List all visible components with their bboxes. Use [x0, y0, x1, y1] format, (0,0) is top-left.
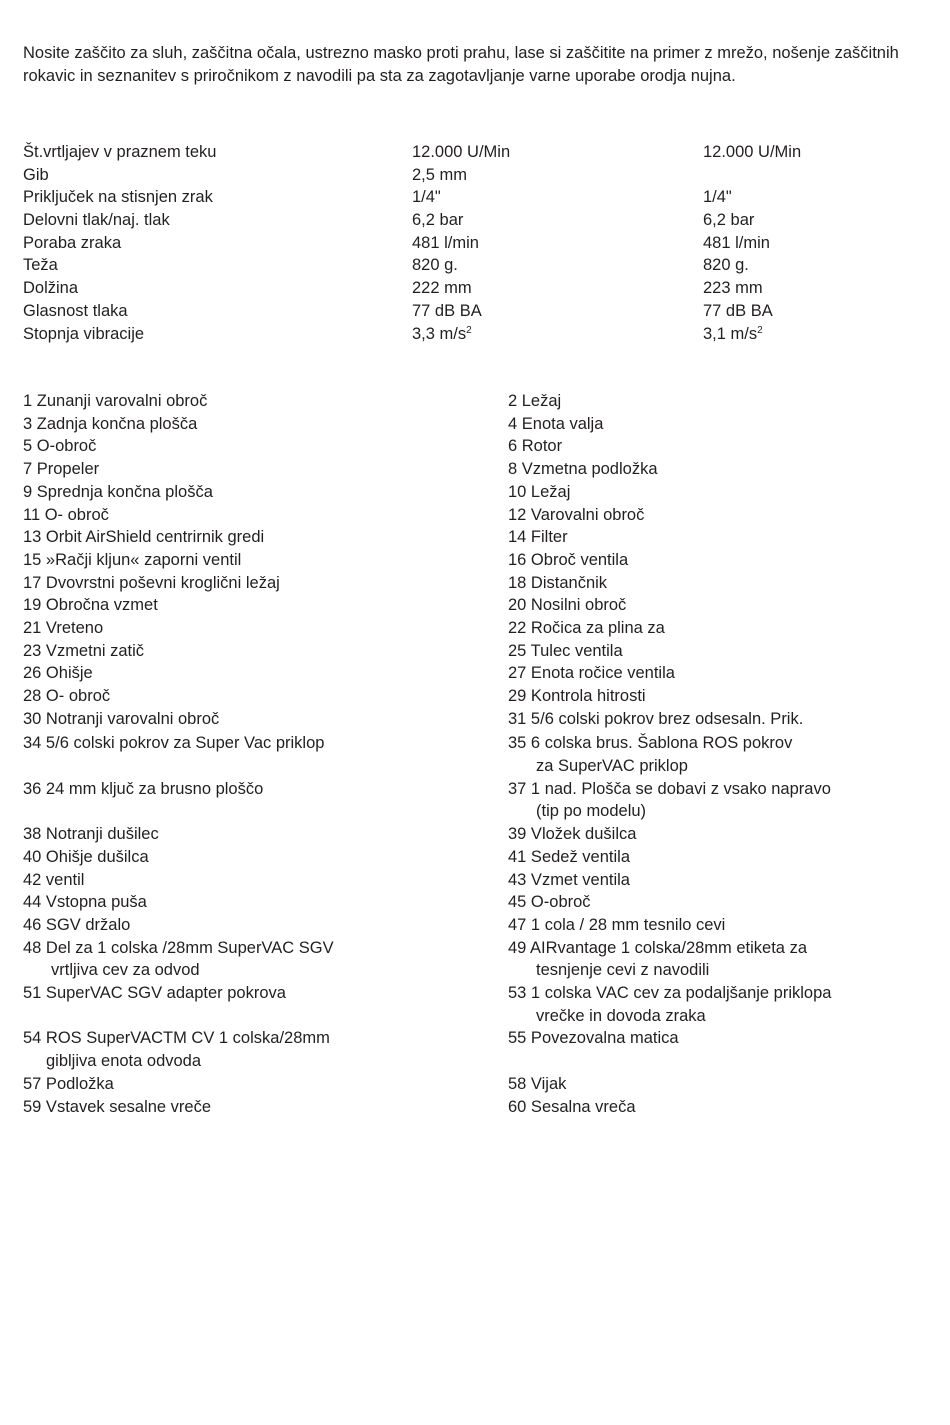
part-item: 28 O- obroč	[23, 687, 111, 706]
part-item: 21 Vreteno	[23, 619, 104, 638]
spec-value-1: 12.000 U/Min	[412, 143, 511, 161]
spec-row	[23, 254, 933, 277]
part-item: 23 Vzmetni zatič	[23, 641, 145, 660]
part-item: 19 Obročna vzmet	[23, 596, 158, 615]
parts-row	[23, 572, 933, 595]
part-item: 30 Notranji varovalni obroč	[23, 709, 220, 728]
parts-row	[23, 1027, 933, 1072]
spec-label: Poraba zraka	[23, 233, 122, 252]
part-item: 55 Povezovalna matica	[508, 1029, 679, 1048]
spec-row	[23, 323, 933, 346]
spec-value-2: 820 g.	[703, 256, 749, 275]
parts-row	[23, 1096, 933, 1119]
part-item: 18 Distančnik	[508, 573, 608, 592]
part-item-continued: (tip po modelu)	[536, 802, 647, 821]
parts-row	[23, 869, 933, 892]
part-item: 17 Dvovrstni poševni kroglični ležaj	[23, 573, 280, 592]
parts-row	[23, 891, 933, 914]
part-item: 31 5/6 colski pokrov brez odsesaln. Prik.	[508, 709, 804, 728]
parts-row	[23, 481, 933, 504]
parts-row	[23, 526, 933, 549]
part-item: 37 1 nad. Plošča se dobavi z vsako napravo	[508, 779, 831, 798]
part-item: 8 Vzmetna podložka	[508, 460, 658, 479]
part-item: 35 6 colska brus. Šablona ROS pokrov	[508, 733, 793, 752]
parts-row	[23, 1073, 933, 1096]
spec-value-1: 6,2 bar	[412, 211, 464, 230]
part-item: 49 AIRvantage 1 colska/28mm etiketa za	[508, 938, 807, 957]
spec-value-1	[412, 323, 472, 346]
parts-row	[23, 914, 933, 937]
part-item: 46 SGV držalo	[23, 915, 131, 934]
part-item: 2 Ležaj	[508, 392, 562, 410]
parts-row	[23, 413, 933, 436]
spec-row	[23, 209, 933, 232]
spec-row	[23, 232, 933, 255]
spec-value-2	[703, 323, 763, 346]
part-item: 45 O-obroč	[508, 893, 591, 912]
part-item: 20 Nosilni obroč	[508, 596, 627, 615]
part-item-continued: vrtljiva cev za odvod	[51, 961, 200, 980]
part-item: 9 Sprednja končna plošča	[23, 482, 213, 501]
spec-label: Glasnost tlaka	[23, 301, 128, 320]
spec-value-1: 820 g.	[412, 256, 458, 275]
parts-list	[23, 390, 933, 1118]
spec-value-1: 2,5 mm	[412, 165, 468, 184]
part-item: 7 Propeler	[23, 460, 100, 479]
part-item: 41 Sedež ventila	[508, 847, 631, 866]
part-item: 40 Ohišje dušilca	[23, 847, 149, 866]
safety-notice: Nosite zaščito za sluh, zaščitna očala, ustrezno masko proti prahu, lase si zaščitite na primer z mrežo, nošenje zaščitnih rokavic in seznanitev s priročnikom z navodili pa sta za zagotavljanje varne uporabe orodja nujna.	[23, 44, 899, 85]
part-item: 58 Vijak	[508, 1074, 567, 1093]
spec-label: Priključek na stisnjen zrak	[23, 188, 213, 207]
spec-table	[23, 141, 933, 345]
part-item: 12 Varovalni obroč	[508, 505, 645, 524]
part-item: 59 Vstavek sesalne vreče	[23, 1097, 212, 1116]
spec-label: Dolžina	[23, 279, 79, 298]
spec-row	[23, 164, 933, 187]
parts-row	[23, 435, 933, 458]
parts-row	[23, 662, 933, 685]
spec-row	[23, 186, 933, 209]
spec-value-2: 481 l/min	[703, 233, 770, 252]
part-item: 26 Ohišje	[23, 664, 93, 683]
part-item: 42 ventil	[23, 870, 85, 889]
spec-row	[23, 300, 933, 323]
spec-value-2: 12.000 U/Min	[703, 143, 802, 161]
part-item: 1 Zunanji varovalni obroč	[23, 392, 208, 410]
parts-row	[23, 549, 933, 572]
part-item: 13 Orbit AirShield centrirnik gredi	[23, 528, 265, 547]
part-item: 36 24 mm ključ za brusno ploščo	[23, 779, 264, 798]
spec-value-2: 77 dB BA	[703, 301, 773, 320]
part-item: 15 »Račji kljun« zaporni ventil	[23, 550, 242, 569]
spec-label: Št.vrtljajev v praznem teku	[23, 143, 217, 161]
part-item-continued: tesnjenje cevi z navodili	[536, 961, 710, 980]
part-item: 53 1 colska VAC cev za podaljšanje priklopa	[508, 984, 832, 1003]
parts-row	[23, 937, 933, 982]
part-item: 10 Ležaj	[508, 482, 571, 501]
parts-row	[23, 685, 933, 708]
parts-row	[23, 504, 933, 527]
spec-label: Stopnja vibracije	[23, 324, 145, 343]
spec-value-1-text: 3,3 m/s	[412, 324, 467, 343]
part-item: 6 Rotor	[508, 437, 563, 456]
part-item: 38 Notranji dušilec	[23, 825, 159, 844]
spec-value-1: 481 l/min	[412, 233, 479, 252]
spec-value-1: 77 dB BA	[412, 301, 482, 320]
spec-row	[23, 141, 933, 164]
spec-value-2: 223 mm	[703, 279, 763, 298]
parts-row	[23, 640, 933, 663]
spec-value-2-text: 3,1 m/s	[703, 324, 758, 343]
parts-row	[23, 390, 933, 413]
part-item: 51 SuperVAC SGV adapter pokrova	[23, 984, 286, 1003]
parts-row	[23, 458, 933, 481]
part-item-continued: vrečke in dovoda zraka	[536, 1006, 706, 1025]
part-item: 14 Filter	[508, 528, 568, 547]
parts-row	[23, 846, 933, 869]
part-item-continued: za SuperVAC priklop	[536, 756, 688, 775]
parts-row	[23, 982, 933, 1027]
part-item: 3 Zadnja končna plošča	[23, 414, 198, 433]
spec-label: Delovni tlak/naj. tlak	[23, 211, 170, 230]
part-item: 5 O-obroč	[23, 437, 97, 456]
spec-value-1-exponent: 2	[466, 324, 472, 336]
parts-row	[23, 617, 933, 640]
part-item: 39 Vložek dušilca	[508, 825, 637, 844]
part-item: 43 Vzmet ventila	[508, 870, 630, 889]
parts-row	[23, 778, 933, 823]
spec-value-1: 1/4"	[412, 188, 441, 207]
parts-row	[23, 708, 933, 731]
spec-row	[23, 277, 933, 300]
part-item: 54 ROS SuperVACTM CV 1 colska/28mm	[23, 1029, 330, 1048]
spec-label: Gib	[23, 165, 49, 184]
part-item: 60 Sesalna vreča	[508, 1097, 636, 1116]
spec-value-2: 1/4"	[703, 188, 732, 207]
part-item: 34 5/6 colski pokrov za Super Vac priklop	[23, 733, 325, 752]
spec-value-2-exponent: 2	[757, 324, 763, 336]
part-item: 25 Tulec ventila	[508, 641, 623, 660]
part-item-continued: gibljiva enota odvoda	[46, 1052, 202, 1071]
parts-row	[23, 594, 933, 617]
part-item: 4 Enota valja	[508, 414, 604, 433]
part-item: 16 Obroč ventila	[508, 550, 629, 569]
spec-value-1: 222 mm	[412, 279, 472, 298]
part-item: 29 Kontrola hitrosti	[508, 687, 646, 706]
part-item: 11 O- obroč	[23, 505, 109, 524]
part-item: 47 1 cola / 28 mm tesnilo cevi	[508, 915, 726, 934]
part-item: 48 Del za 1 colska /28mm SuperVAC SGV	[23, 938, 334, 957]
part-item: 22 Ročica za plina za	[508, 619, 665, 638]
parts-row	[23, 732, 933, 777]
spec-value-2: 6,2 bar	[703, 211, 755, 230]
spec-label: Teža	[23, 256, 58, 275]
part-item: 44 Vstopna puša	[23, 893, 147, 912]
part-item: 27 Enota ročice ventila	[508, 664, 675, 683]
part-item: 57 Podložka	[23, 1074, 114, 1093]
parts-row	[23, 823, 933, 846]
